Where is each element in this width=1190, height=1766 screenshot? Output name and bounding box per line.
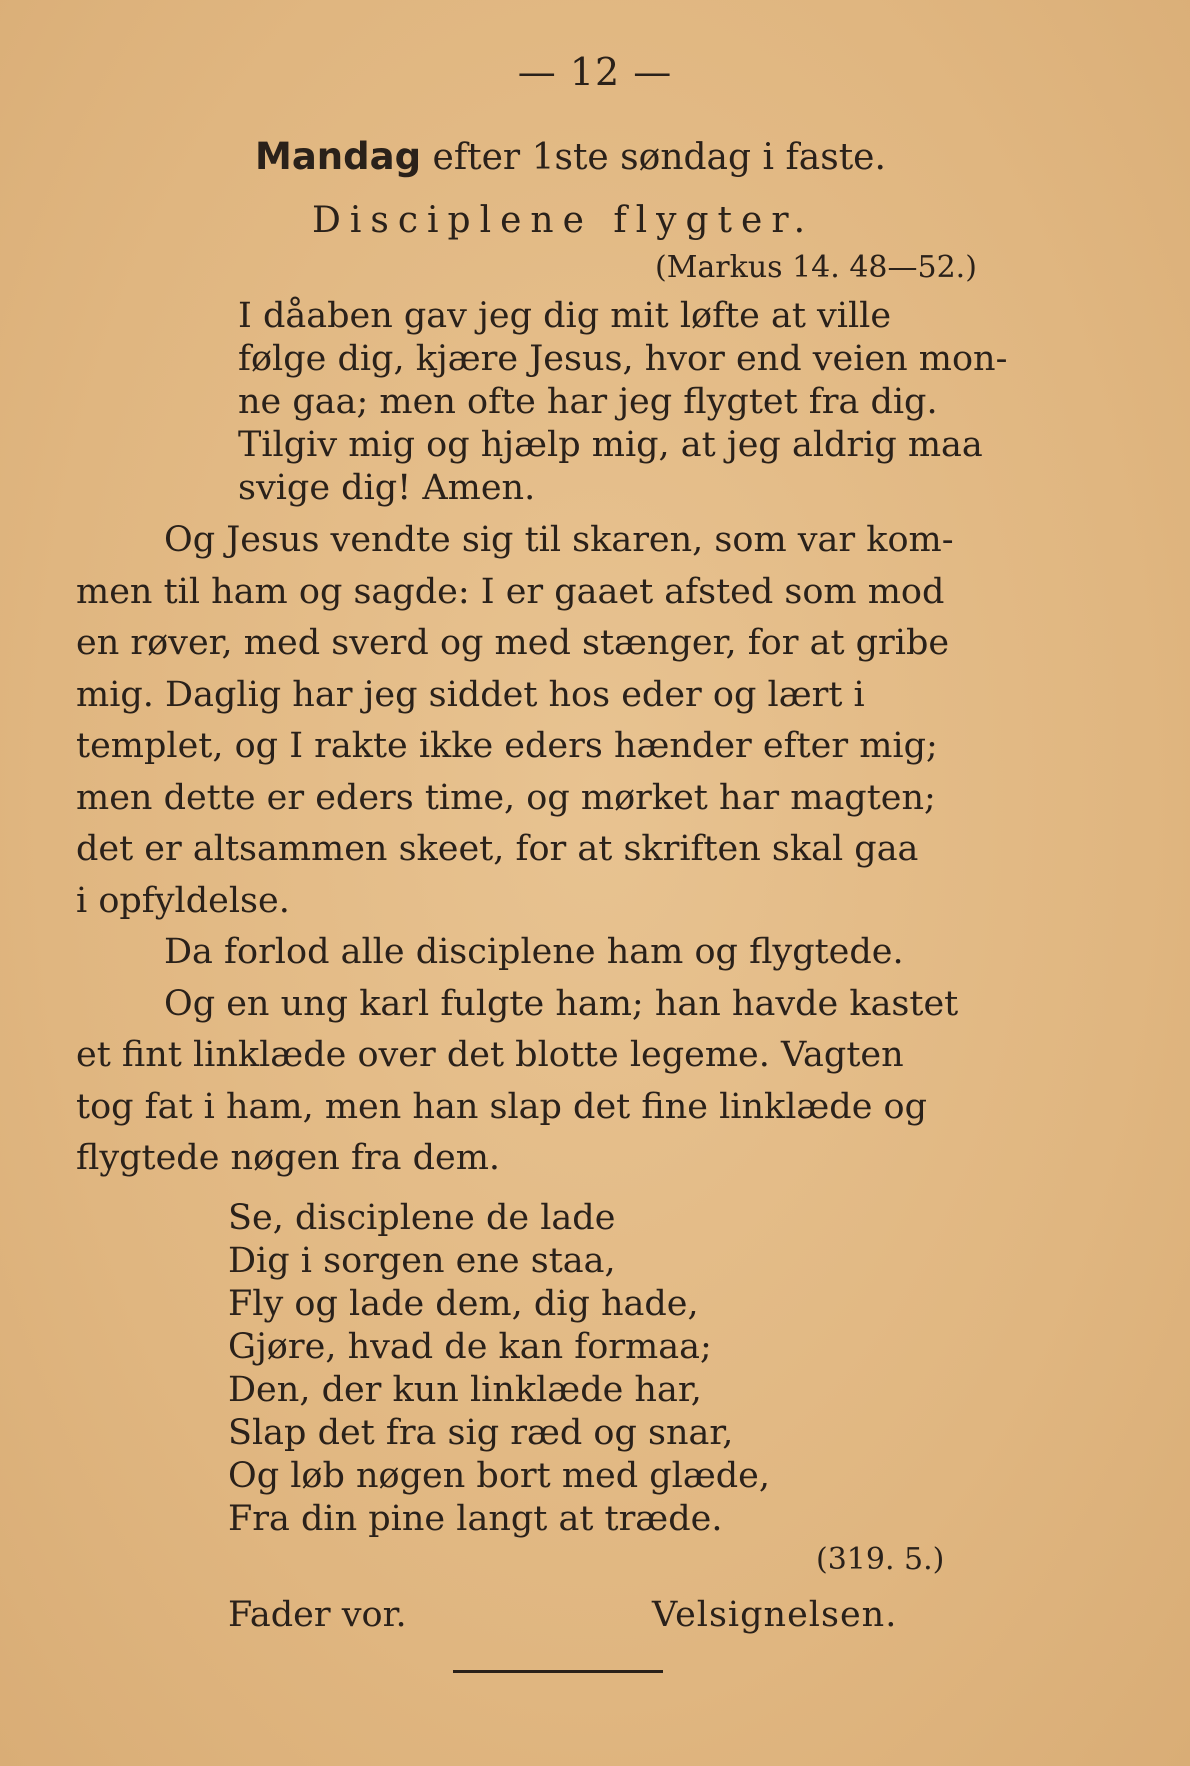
section-subheading: Disciplene flygter. bbox=[312, 200, 815, 241]
scripture-line: Og Jesus vendte sig til skaren, som var kom- bbox=[164, 520, 954, 560]
scripture-line: men til ham og sagde: I er gaaet afsted som mod bbox=[76, 571, 945, 612]
end-divider bbox=[453, 1670, 663, 1673]
verse-line: Og løb nøgen bort med glæde, bbox=[228, 1456, 770, 1496]
prayer-line: følge dig, kjære Jesus, hvor end veien mon- bbox=[238, 339, 1008, 379]
scripture-text bbox=[76, 515, 1066, 1185]
heading-day: Mandag bbox=[255, 135, 422, 178]
scripture-line: men dette er eders time, og mørket har magten; bbox=[76, 777, 936, 818]
scripture-reference: (Markus 14. 48—52.) bbox=[655, 250, 977, 285]
verse-line: Se, disciplene de lade bbox=[228, 1198, 616, 1238]
scripture-line: tog fat i ham, men han slap det fine linklæde og bbox=[76, 1086, 928, 1127]
scripture-line: mig. Daglig har jeg siddet hos eder og lært i bbox=[76, 674, 865, 715]
section-heading bbox=[255, 135, 886, 178]
heading-rest: efter 1ste søndag i faste. bbox=[421, 137, 886, 178]
scripture-line: i opfyldelse. bbox=[76, 880, 290, 921]
verse-line: Fra din pine langt at træde. bbox=[228, 1499, 723, 1539]
verse-line: Fly og lade dem, dig hade, bbox=[228, 1284, 699, 1324]
verse-line: Gjøre, hvad de kan formaa; bbox=[228, 1327, 712, 1367]
opening-prayer bbox=[238, 295, 1058, 510]
hymn-verse bbox=[228, 1197, 770, 1541]
scripture-line: templet, og I rakte ikke eders hænder efter mig; bbox=[76, 726, 938, 766]
prayer-line: Tilgiv mig og hjælp mig, at jeg aldrig maa bbox=[238, 425, 983, 465]
prayer-line: ne gaa; men ofte har jeg flygtet fra dig. bbox=[238, 382, 938, 422]
verse-line: Den, der kun linklæde har, bbox=[228, 1370, 702, 1410]
prayer-line: svige dig! Amen. bbox=[238, 468, 536, 508]
verse-line: Dig i sorgen ene staa, bbox=[228, 1241, 616, 1281]
scripture-line: Da forlod alle disciplene ham og flygtede. bbox=[164, 932, 904, 972]
hymn-reference: (319. 5.) bbox=[816, 1542, 945, 1577]
scripture-line: det er altsammen skeet, for at skriften skal gaa bbox=[76, 829, 919, 869]
scripture-line: Og en ung karl fulgte ham; han havde kastet bbox=[164, 983, 959, 1024]
prayer-line: I dåaben gav jeg dig mit løfte at ville bbox=[238, 296, 892, 336]
closing-fader-vor: Fader vor. bbox=[228, 1595, 407, 1635]
scripture-line: et fint linklæde over det blotte legeme. Vagten bbox=[76, 1035, 904, 1075]
scripture-line: flygtede nøgen fra dem. bbox=[76, 1138, 501, 1178]
verse-line: Slap det fra sig ræd og snar, bbox=[228, 1413, 734, 1453]
scripture-line: en røver, med sverd og med stænger, for at gribe bbox=[76, 623, 950, 663]
page-number: — 12 — bbox=[517, 50, 673, 94]
closing-velsignelsen: Velsignelsen. bbox=[652, 1595, 898, 1635]
